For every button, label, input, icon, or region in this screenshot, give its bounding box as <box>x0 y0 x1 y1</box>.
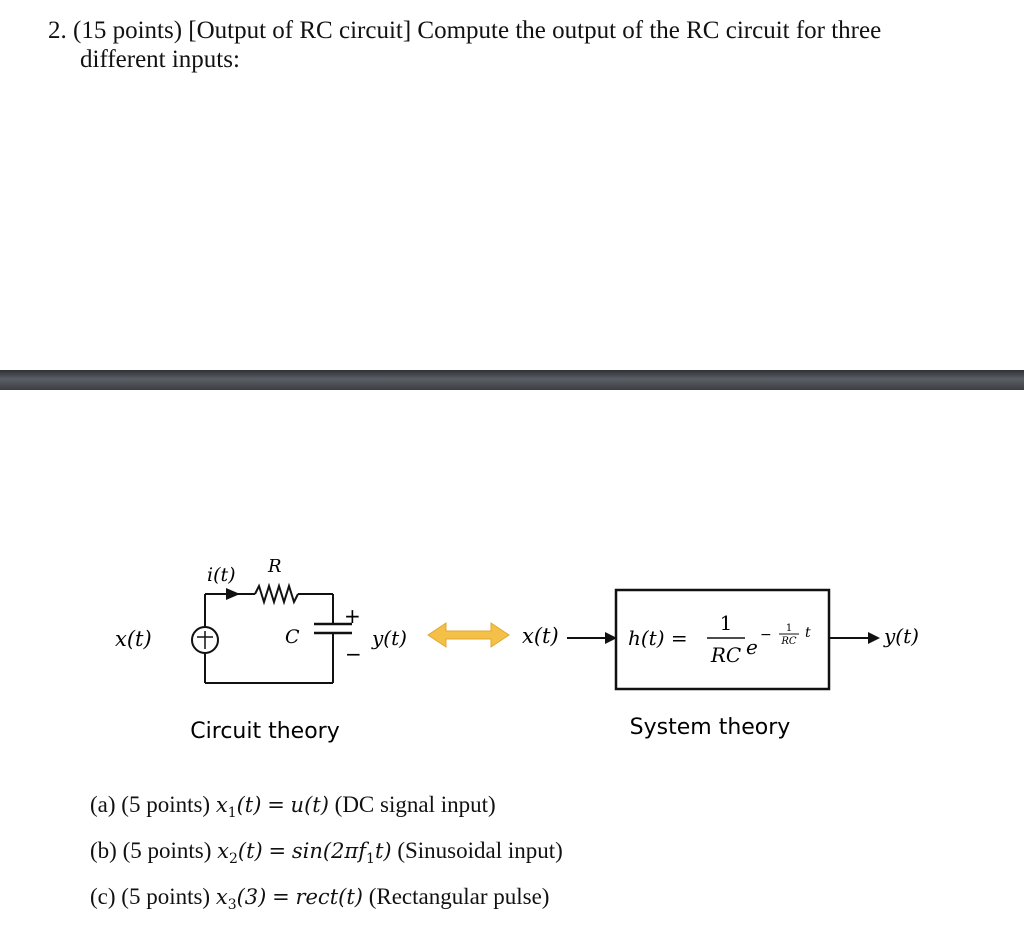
question-line2: different inputs: <box>80 46 240 73</box>
rc-figure <box>0 390 1024 790</box>
question-line1: Compute the output of the RC circuit for three <box>417 17 882 44</box>
resistor-symbol <box>255 586 298 602</box>
part-desc: (Sinusoidal input) <box>397 838 563 864</box>
part-points: (5 points) <box>121 792 211 817</box>
equivalence-arrow-icon <box>428 623 509 647</box>
part-var: $x_2(t)$ <box>217 839 263 868</box>
rc-figure-svg <box>0 390 1024 790</box>
circuit-current-label: i(t) <box>207 564 236 586</box>
part-rhs: $\sin(2\pi f_1t)$ <box>291 839 392 868</box>
circuit-plus-sign: + <box>344 604 361 628</box>
part-c: (c) (5 points) $x_3(3)$ = rect(t) (Rectangular pulse) <box>90 884 550 914</box>
part-a: (a) (5 points) $x_1(t) = u(t)$ (DC signal input) <box>90 792 496 822</box>
system-output-label: y(t) <box>884 624 919 648</box>
part-label: (b) <box>90 838 117 864</box>
part-b: (b) (5 points) $x_2(t) = \sin(2\pi f_1t)$ (Sinusoidal input) <box>90 838 563 868</box>
part-points: (5 points) <box>121 884 211 910</box>
sub-questions <box>90 786 563 925</box>
circuit-source-label: x(t) <box>115 627 152 651</box>
part-desc: (Rectangular pulse) <box>368 884 550 910</box>
section-divider <box>0 370 1024 390</box>
rc-circuit <box>192 586 352 683</box>
part-var: $x_3(3)$ <box>215 885 267 914</box>
part-label: (c) <box>90 884 116 910</box>
system-numerator: 1 <box>719 611 733 635</box>
circuit-capacitor-label: C <box>285 626 300 648</box>
question-points: (15 points) <box>73 17 183 44</box>
part-rhs: u(t) <box>290 793 329 817</box>
part-label: (a) <box>90 792 116 817</box>
circuit-caption: Circuit theory <box>190 719 340 744</box>
question-text <box>48 16 988 74</box>
system-output-arrow-icon <box>868 632 880 644</box>
system-caption: System theory <box>629 715 791 740</box>
question-topic: [Output of RC circuit] <box>188 17 412 44</box>
system-exp-minus: − <box>760 627 772 643</box>
circuit-resistor-label: R <box>268 556 282 577</box>
part-rhs: rect(t) <box>295 885 363 910</box>
part-points: (5 points) <box>122 838 212 864</box>
system-exp-num: 1 <box>785 623 793 634</box>
part-desc: (DC signal input) <box>334 792 496 817</box>
part-var: $x_1(t)$ <box>215 793 262 822</box>
circuit-output-label: y(t) <box>372 626 407 650</box>
question-number: 2. <box>48 17 67 44</box>
circuit-minus-sign: − <box>345 642 362 666</box>
system-denominator: RC <box>710 643 742 667</box>
system-h-lhs: h(t) = <box>628 626 688 650</box>
system-exp-den: RC <box>781 636 797 647</box>
system-exp-t: t <box>805 625 811 641</box>
current-arrow-icon <box>226 588 240 600</box>
system-exp-base: e <box>746 635 758 659</box>
system-input-label: x(t) <box>522 624 559 648</box>
